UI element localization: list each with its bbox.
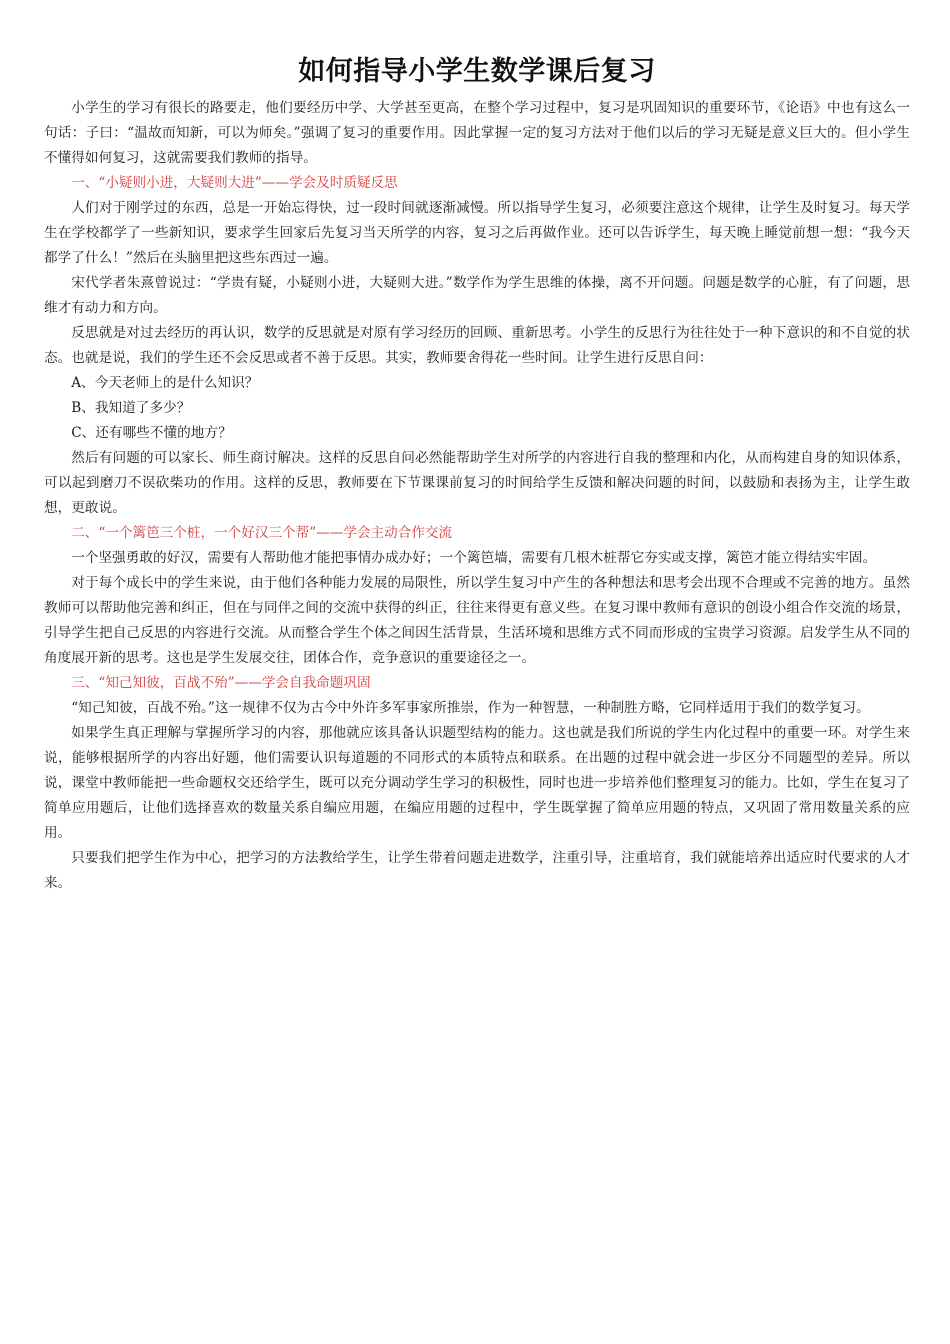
paragraph: 如果学生真正理解与掌握所学习的内容，那他就应该具备认识题型结构的能力。这也就是我们所说的学生内化过程中的重要一环。对学生来说，能够根据所学的内容出好题，他们需要认识每道题的不同形式的本质特点和联系。在出题的过程中就会进一步区分不同题型的差异。所以说，课堂中教师能把一些命题权交还给学生，既可以充分调动学生学习的积极性，同时也进一步培养他们整理复习的能力。比如，学生在复习了简单应用题后，让他们选择喜欢的数量关系自编应用题，在编应用题的过程中，学生既掌握了简单应用题的特点，又巩固了常用数量关系的应用。 — [44, 725, 910, 841]
section-heading-3: 三、“知己知彼，百战不殆”——学会自我命题巩固 — [71, 675, 371, 691]
question-item-c: C、还有哪些不懂的地方？ — [71, 425, 232, 441]
question-item-b: B、我知道了多少？ — [71, 400, 191, 416]
paragraph: 一个坚强勇敢的好汉，需要有人帮助他才能把事情办成办好；一个篱笆墙，需要有几根木桩帮它夯实或支撑，篱笆才能立得结实牢固。 — [71, 550, 877, 566]
question-item-a: A、今天老师上的是什么知识？ — [71, 375, 259, 391]
section-heading-1: 一、“小疑则小进，大疑则大进”——学会及时质疑反思 — [71, 175, 398, 191]
paragraph: 人们对于刚学过的东西，总是一开始忘得快，过一段时间就逐渐减慢。所以指导学生复习，必须要注意这个规律，让学生及时复习。每天学生在学校都学了一些新知识，要求学生回家后先复习当天所学的内容，复习之后再做作业。还可以告诉学生，每天晚上睡觉前想一想：“我今天都学了什么！”然后在头脑里把这些东西过一遍。 — [44, 200, 910, 266]
closing-paragraph: 只要我们把学生作为中心，把学习的方法教给学生，让学生带着问题走进数学，注重引导，注重培育，我们就能培养出适应时代要求的人才来。 — [44, 850, 910, 891]
intro-paragraph: 小学生的学习有很长的路要走，他们要经历中学、大学甚至更高，在整个学习过程中，复习是巩固知识的重要环节，《论语》中也有这么一句话：子曰：“温故而知新，可以为师矣。”强调了复习的重要作用。因此掌握一定的复习方法对于他们以后的学习无疑是意义巨大的。但小学生不懂得如何复习，这就需要我们教师的指导。 — [44, 100, 910, 166]
paragraph: 对于每个成长中的学生来说，由于他们各种能力发展的局限性，所以学生复习中产生的各种想法和思考会出现不合理或不完善的地方。虽然教师可以帮助他完善和纠正，但在与同伴之间的交流中获得的纠正，往往来得更有意义些。在复习课中教师有意识的创设小组合作交流的场景，引导学生把自己反思的内容进行交流。从而整合学生个体之间因生活背景，生活环境和思维方式不同而形成的宝贵学习资源。启发学生从不同的角度展开新的思考。这也是学生发展交往，团体合作，竞争意识的重要途径之一。 — [44, 575, 910, 666]
section-heading-2: 二、“一个篱笆三个桩，一个好汉三个帮”——学会主动合作交流 — [71, 525, 453, 541]
paragraph: “知己知彼，百战不殆。”这一规律不仅为古今中外许多军事家所推崇，作为一种智慧，一种制胜方略，它同样适用于我们的数学复习。 — [71, 700, 870, 716]
paragraph: 宋代学者朱熹曾说过：“学贵有疑，小疑则小进，大疑则大进。”数学作为学生思维的体操，离不开问题。问题是数学的心脏，有了问题，思维才有动力和方向。 — [44, 275, 910, 316]
page-title: 如何指导小学生数学课后复习 — [298, 56, 656, 87]
paragraph: 反思就是对过去经历的再认识，数学的反思就是对原有学习经历的回顾、重新思考。小学生的反思行为往往处于一种下意识的和不自觉的状态。也就是说，我们的学生还不会反思或者不善于反思。其实，教师要舍得花一些时间。让学生进行反思自问： — [44, 325, 910, 366]
document-page — [44, 52, 910, 896]
paragraph: 然后有问题的可以家长、师生商讨解决。这样的反思自问必然能帮助学生对所学的内容进行自我的整理和内化，从而构建自身的知识体系，可以起到磨刀不误砍柴功的作用。这样的反思，教师要在下节课课前复习的时间给学生反馈和解决问题的时间，以鼓励和表扬为主，让学生敢想，更敢说。 — [44, 450, 910, 516]
